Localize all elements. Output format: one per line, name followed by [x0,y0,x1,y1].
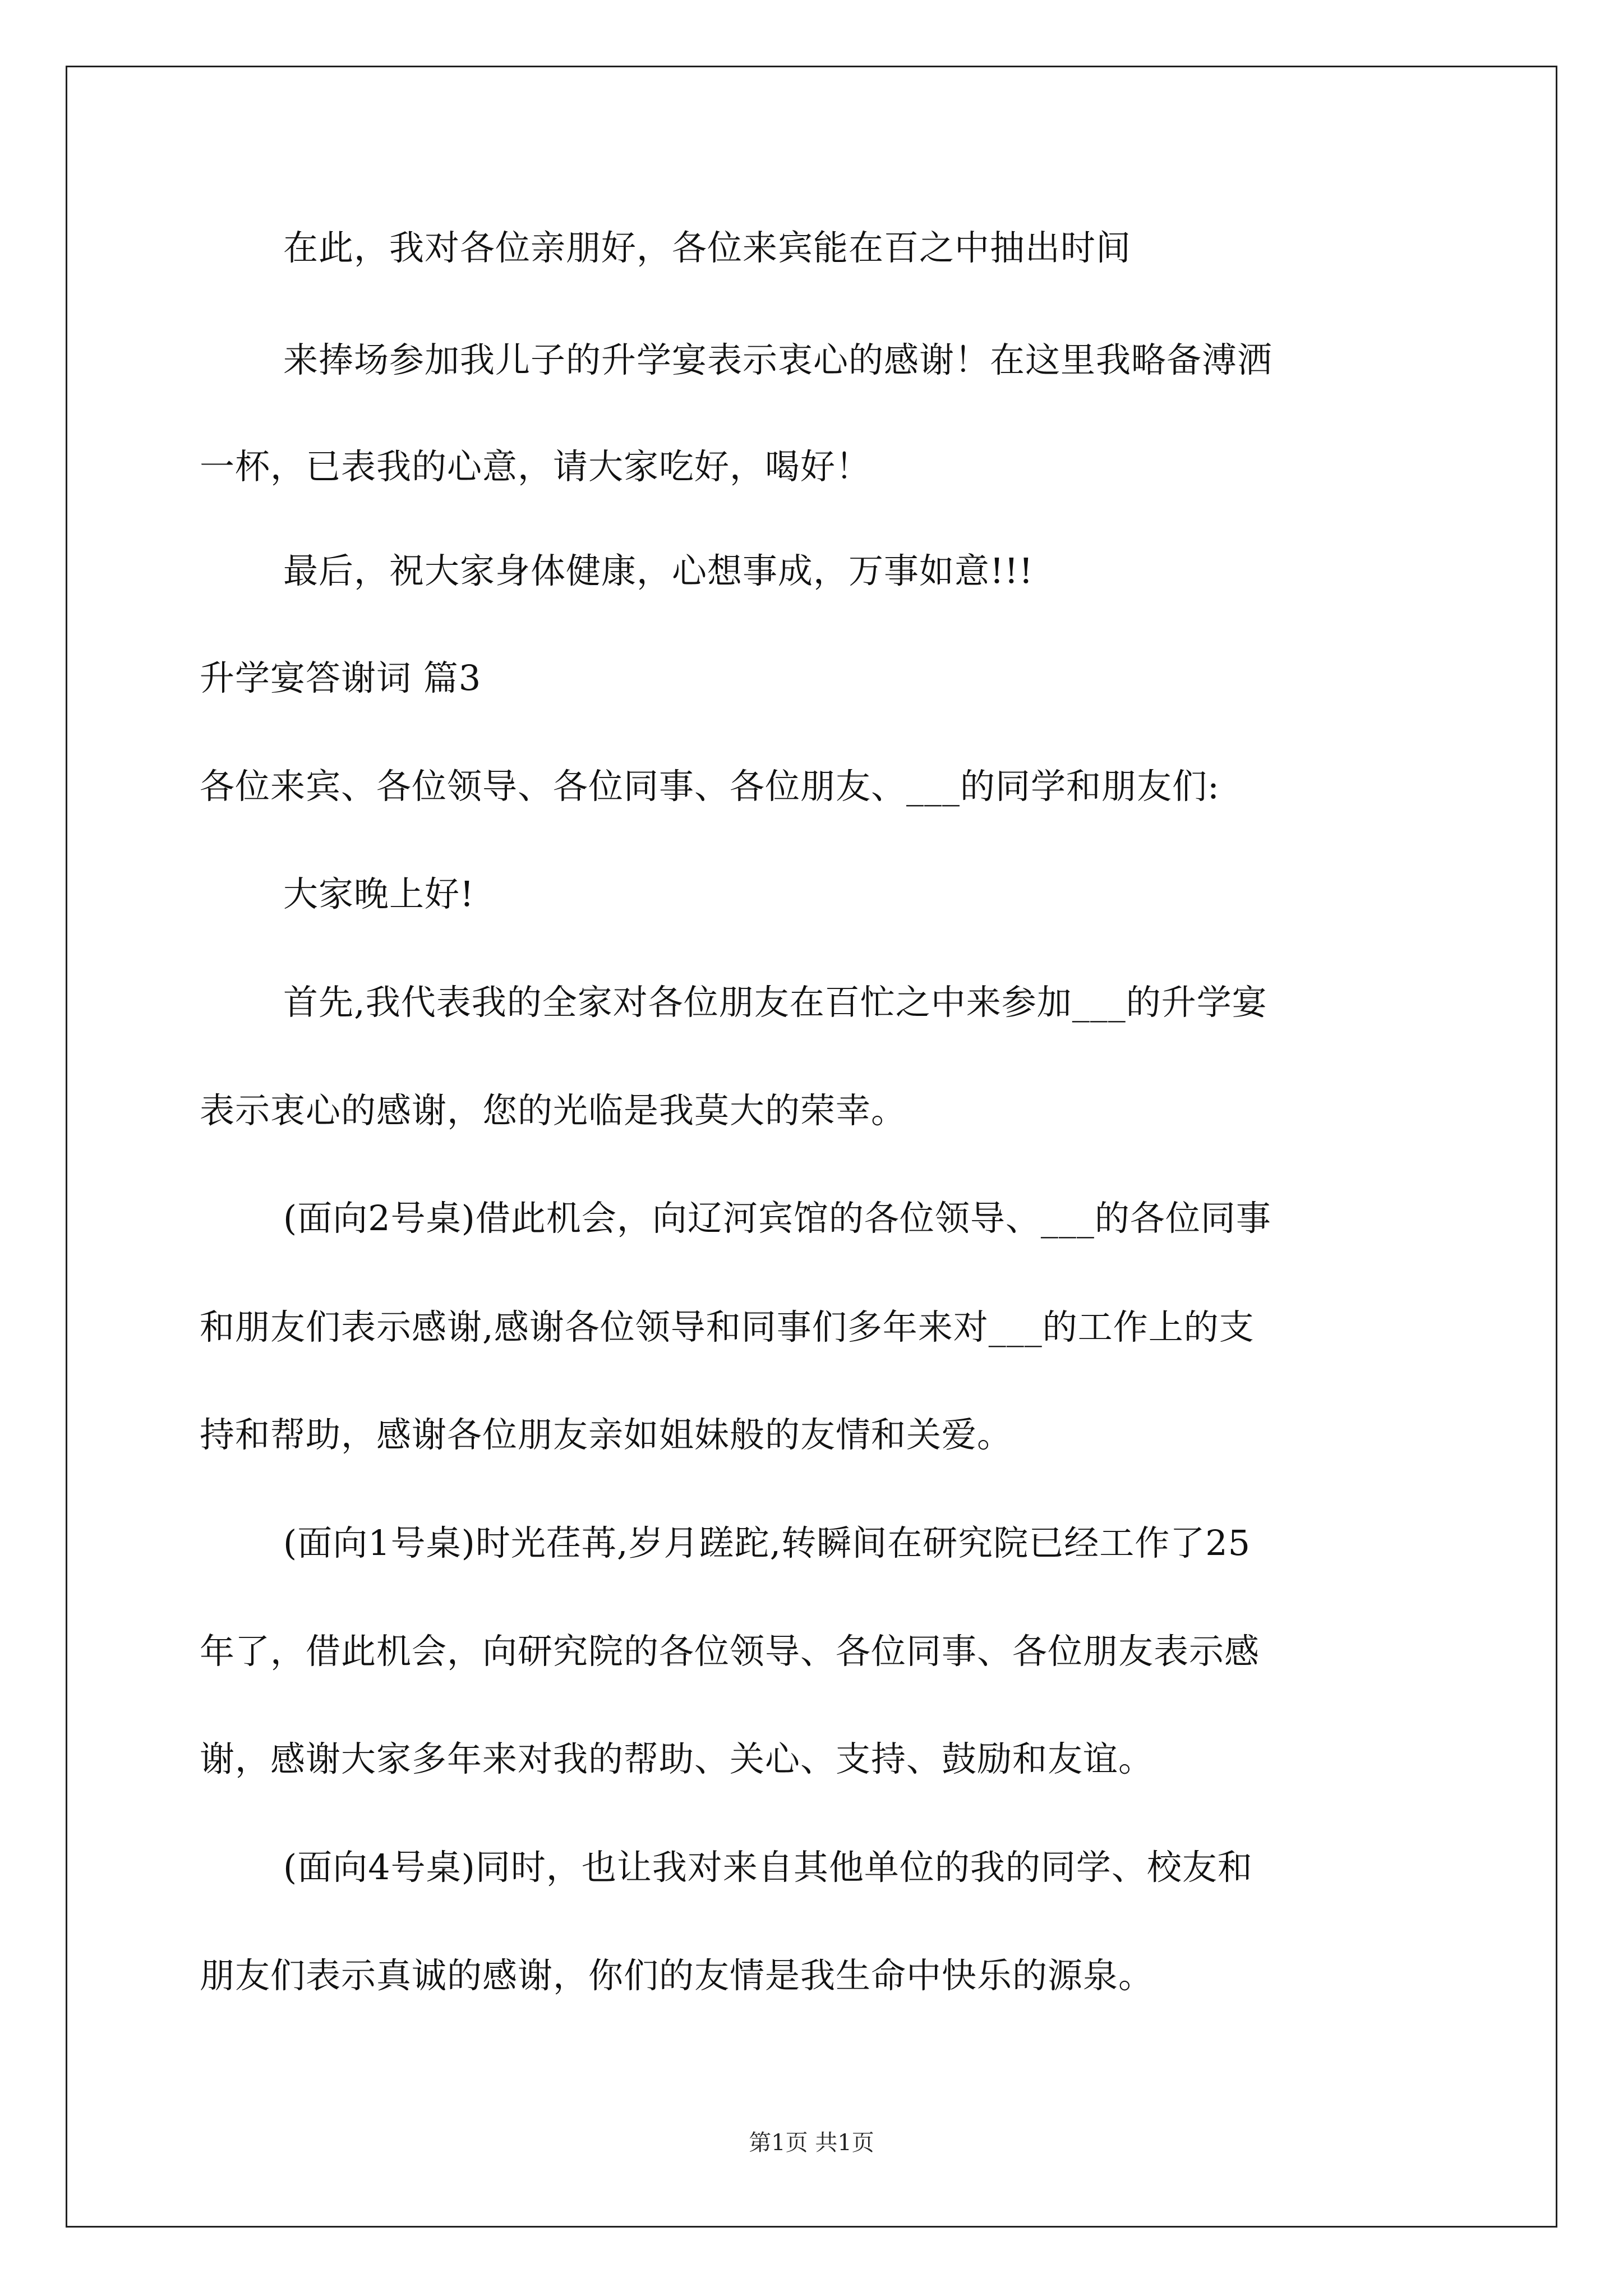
paragraph-line: 表示衷心的感谢，您的光临是我莫大的荣幸。 [200,1090,907,1131]
paragraph-line: 和朋友们表示感谢,感谢各位领导和同事们多年来对___的工作上的支 [200,1306,1255,1347]
paragraph-line: 大家晚上好! [283,873,474,914]
paragraph-line: 一杯，已表我的心意，请大家吃好，喝好！ [200,446,872,487]
section-heading: 升学宴答谢词 篇3 [200,657,482,698]
paragraph-line: 来捧场参加我儿子的升学宴表示衷心的感谢！在这里我略备溥洒 [283,339,1273,380]
paragraph-line: (面向2号桌)借此机会，向辽河宾馆的各位领导、___的各位同事 [283,1198,1271,1239]
paragraph-line: (面向1号桌)时光荏苒,岁月蹉跎,转瞬间在研究院已经工作了25 [283,1522,1251,1563]
paragraph-line: 最后，祝大家身体健康，心想事成，万事如意!!! [283,550,1034,591]
page-border [66,66,1557,2228]
paragraph-line: 持和帮助，感谢各位朋友亲如姐妹般的友情和关爱。 [200,1414,1013,1455]
paragraph-line: (面向4号桌)同时，也让我对来自其他单位的我的同学、校友和 [283,1847,1253,1888]
paragraph-line: 在此，我对各位亲朋好，各位来宾能在百之中抽出时间 [283,227,1132,268]
paragraph-line: 谢，感谢大家多年来对我的帮助、关心、支持、鼓励和友谊。 [200,1738,1154,1779]
paragraph-line: 各位来宾、各位领导、各位同事、各位朋友、___的同学和朋友们: [200,766,1220,807]
page-footer: 第1页 共1页 [749,2130,874,2156]
paragraph-line: 首先,我代表我的全家对各位朋友在百忙之中来参加___的升学宴 [283,982,1267,1023]
paragraph-line: 年了，借此机会，向研究院的各位领导、各位同事、各位朋友表示感 [200,1631,1260,1672]
paragraph-line: 朋友们表示真诚的感谢，你们的友情是我生命中快乐的源泉。 [200,1955,1154,1996]
